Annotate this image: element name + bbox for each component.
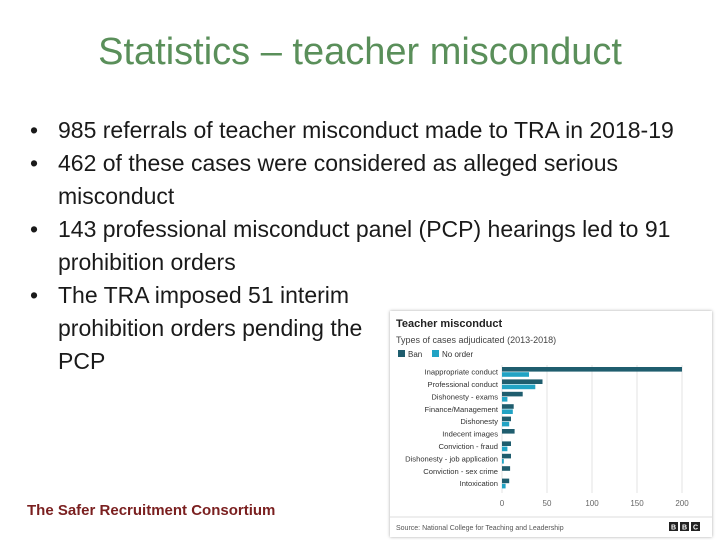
slide-title: Statistics – teacher misconduct: [98, 31, 622, 73]
bar-no-order: [502, 484, 506, 489]
bar-ban: [502, 417, 511, 422]
chart-subtitle: Types of cases adjudicated (2013-2018): [396, 335, 557, 345]
footer-organisation: The Safer Recruitment Consortium: [27, 502, 276, 519]
category-label: Finance/Management: [424, 404, 498, 414]
bullet-item: [30, 147, 710, 213]
chart-legend: [398, 350, 473, 359]
bar-no-order: [502, 372, 529, 377]
legend-swatch: [398, 350, 405, 357]
category-label: Conviction - sex crime: [423, 466, 498, 476]
bbc-logo: [669, 522, 700, 532]
bar-ban: [502, 479, 509, 484]
category-label: Inappropriate conduct: [424, 367, 498, 377]
bar-no-order: [502, 447, 507, 452]
legend-label: No order: [442, 350, 474, 359]
bar-ban: [502, 466, 510, 471]
x-tick-label: 50: [542, 499, 552, 508]
legend-swatch: [432, 350, 439, 357]
category-label: Dishonesty - job application: [405, 454, 498, 464]
bar-no-order: [502, 409, 513, 414]
x-tick-label: 200: [675, 499, 689, 508]
bullet-text: 143 professional misconduct panel (PCP) hearings led to 91 prohibition orders: [58, 216, 671, 275]
category-label: Conviction - fraud: [438, 442, 498, 451]
bullet-icon: •: [30, 282, 39, 308]
logo-letter: C: [692, 524, 699, 532]
x-tick-label: 150: [630, 499, 644, 508]
category-label: Dishonesty - exams: [431, 392, 498, 402]
chart-x-ticks: [500, 499, 689, 508]
chart-svg: [390, 311, 712, 537]
chart-category-labels: [405, 368, 499, 489]
bar-no-order: [502, 422, 509, 427]
bar-ban: [502, 367, 682, 372]
category-label: Indecent images: [442, 429, 498, 439]
chart-grid: [502, 365, 682, 493]
bullet-text: 462 of these cases were considered as alleged serious misconduct: [58, 150, 619, 209]
legend-label: Ban: [408, 350, 423, 359]
bullet-item: [30, 114, 710, 147]
bar-ban: [502, 392, 523, 397]
category-label: Intoxication: [459, 479, 498, 489]
x-tick-label: 0: [499, 499, 505, 508]
bar-no-order: [502, 459, 504, 464]
chart-title: Teacher misconduct: [396, 318, 503, 330]
category-label: Dishonesty: [460, 417, 498, 427]
bullet-icon: •: [30, 150, 39, 176]
bar-no-order: [502, 397, 507, 402]
bullet-text: The TRA imposed 51 interim prohibition orders pending the PCP: [58, 282, 363, 374]
bullet-item: [30, 279, 398, 378]
chart-source: Source: National College for Teaching and Leadership: [396, 525, 564, 532]
logo-letter: B: [681, 524, 688, 532]
bar-ban: [502, 441, 511, 446]
bar-ban: [502, 404, 514, 409]
embedded-chart: [390, 311, 712, 537]
bullet-icon: •: [30, 117, 39, 143]
bullet-item: [30, 213, 710, 279]
logo-letter: B: [670, 524, 677, 532]
bullet-text: 985 referrals of teacher misconduct made to TRA in 2018-19: [58, 117, 674, 143]
bar-ban: [502, 379, 543, 384]
category-label: Professional conduct: [427, 380, 498, 389]
bar-no-order: [502, 385, 535, 390]
x-tick-label: 100: [585, 499, 599, 508]
bar-ban: [502, 429, 515, 434]
bar-ban: [502, 454, 511, 459]
bullet-icon: •: [30, 216, 39, 242]
